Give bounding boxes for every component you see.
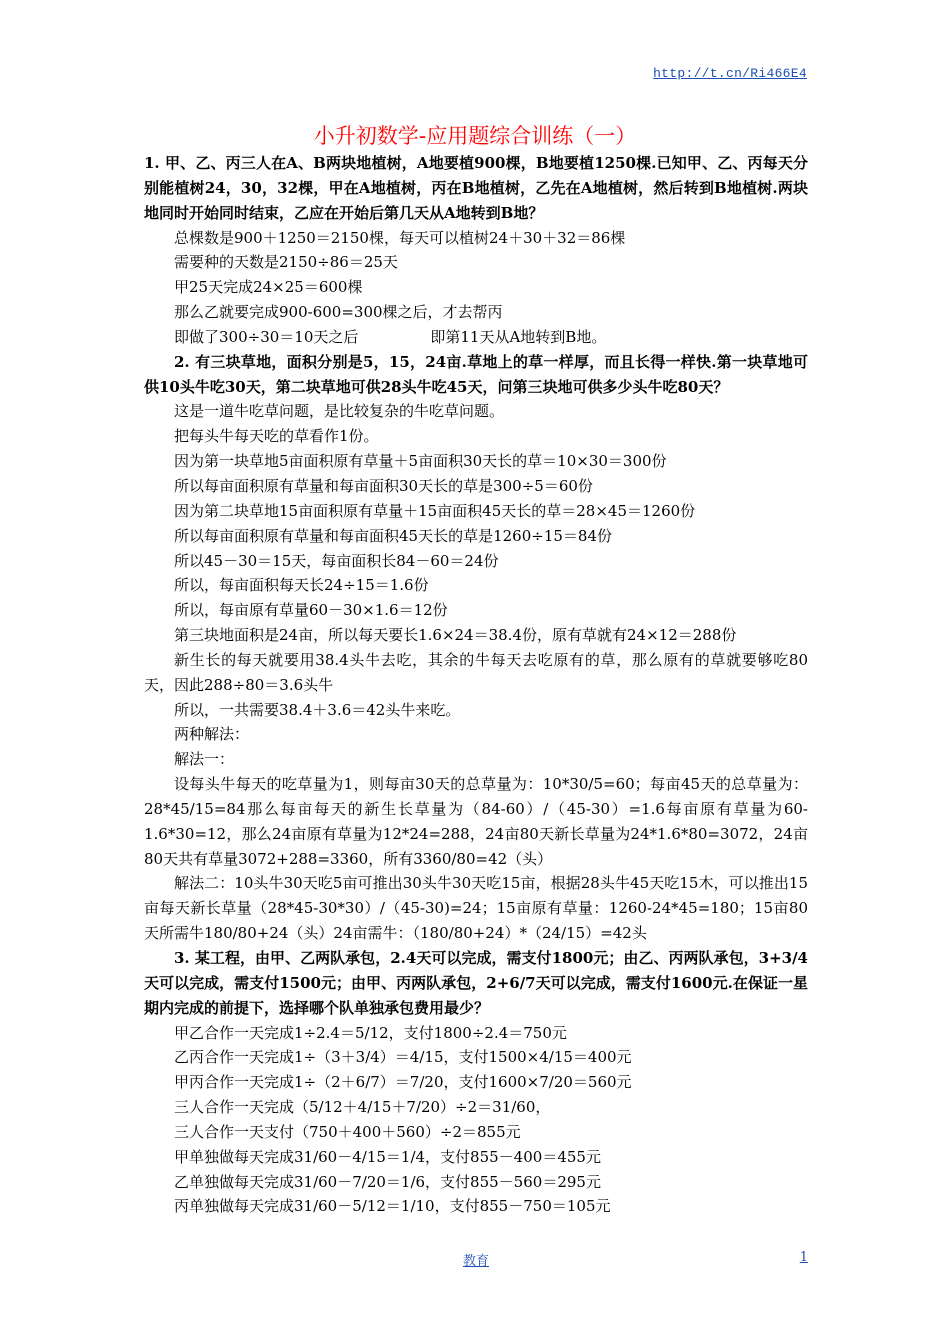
solution-line: 甲丙合作一天完成1÷（2＋6/7）＝7/20，支付1600×7/20＝560元 — [174, 1073, 632, 1092]
solution-line: 总棵数是900＋1250＝2150棵，每天可以植树24＋30＋32＝86棵 — [174, 228, 626, 247]
solution-line: 甲乙合作一天完成1÷2.4＝5/12，支付1800÷2.4＝750元 — [174, 1023, 567, 1042]
solution-line: 所以45－30＝15天，每亩面积长84－60＝24份 — [174, 551, 499, 570]
footer-link[interactable]: 教育 — [462, 1254, 489, 1269]
solution-line — [144, 325, 808, 350]
solution-line: 所以，一共需要38.4＋3.6＝42头牛来吃。 — [174, 700, 461, 719]
solution-line: 解法二：10头牛30天吃5亩可推出30头牛30天吃15亩，根据28头牛45天吃15木，可以推出15亩每天新长草量（28*45-30*30）/（45-30)=24；15亩原有草量：1260-24*45=180；15亩80天所需牛180/80+24（头）24亩需牛：（180/80+24）*（24/15）=42头 — [144, 874, 808, 943]
solution-line: 所以，每亩面积每天长24÷15＝1.6份 — [174, 576, 429, 595]
solution-line: 把每头牛每天吃的草看作1份。 — [174, 427, 379, 446]
question-2: 2. 有三块草地，面积分别是5，15，24亩.草地上的草一样厚，而且长得一样快.第一块草地可供10头牛吃30天，第二块草地可供28头牛吃45天，问第三块地可供多少头牛吃80天？ — [144, 352, 808, 396]
solution-line-part: 即做了300÷30＝10天之后 — [174, 327, 359, 346]
header-link[interactable]: http://t.cn/Ri466E4 — [653, 66, 807, 81]
solution-line: 因为第二块草地15亩面积原有草量＋15亩面积45天长的草＝28×45＝1260份 — [174, 501, 696, 520]
solution-line: 解法一： — [174, 750, 235, 769]
solution-line: 乙丙合作一天完成1÷（3＋3/4）＝4/15，支付1500×4/15＝400元 — [174, 1048, 632, 1067]
solution-line: 三人合作一天支付（750＋400＋560）÷2＝855元 — [174, 1122, 521, 1141]
document-body — [144, 151, 808, 1219]
solution-line: 三人合作一天完成（5/12＋4/15＋7/20）÷2＝31/60， — [174, 1098, 551, 1117]
solution-line: 所以每亩面积原有草量和每亩面积45天长的草是1260÷15＝84份 — [174, 526, 613, 545]
page-footer — [144, 1250, 808, 1270]
solution-line: 这是一道牛吃草问题，是比较复杂的牛吃草问题。 — [174, 402, 505, 421]
question-1: 1. 甲、乙、丙三人在A、B两块地植树，A地要植900棵，B地要植1250棵.已知甲、乙、丙每天分别能植树24，30，32棵，甲在A地植树，丙在B地植树，乙先在A地植树，然后转到B地植树.两块地同时开始同时结束，乙应在开始后第几天从A地转到B地？ — [144, 154, 808, 222]
solution-line: 需要种的天数是2150÷86＝25天 — [174, 253, 398, 272]
solution-line: 两种解法： — [174, 725, 250, 744]
page-number: 1 — [799, 1250, 808, 1265]
solution-line: 乙单独做每天完成31/60－7/20＝1/6，支付855－560＝295元 — [174, 1172, 601, 1191]
solution-line: 丙单独做每天完成31/60－5/12＝1/10，支付855－750＝105元 — [174, 1197, 611, 1216]
solution-line: 那么乙就要完成900-600=300棵之后，才去帮丙 — [174, 303, 503, 322]
solution-line: 设每头牛每天的吃草量为1，则每亩30天的总草量为：10*30/5=60；每亩45天的总草量为：28*45/15=84那么每亩每天的新生长草量为（84-60）/（45-30）=1.6每亩原有草量为60-1.6*30=12，那么24亩原有草量为12*24=288，24亩80天新长草量为24*1.6*80=3072，24亩80天共有草量3072+288=3360，所有3360/80=42（头） — [144, 775, 808, 868]
page-title: 小升初数学-应用题综合训练（一） — [313, 124, 637, 148]
solution-line: 因为第一块草地5亩面积原有草量＋5亩面积30天长的草＝10×30＝300份 — [174, 452, 667, 471]
question-3: 3. 某工程，由甲、乙两队承包，2.4天可以完成，需支付1800元；由乙、丙两队承包，3+3/4天可以完成，需支付1500元；由甲、丙两队承包，2+6/7天可以完成，需支付1600元.在保证一星期内完成的前提下，选择哪个队单独承包费用最少？ — [144, 949, 808, 1017]
solution-line: 第三块地面积是24亩，所以每天要长1.6×24＝38.4份，原有草就有24×12＝288份 — [174, 626, 737, 645]
solution-line: 甲单独做每天完成31/60－4/15＝1/4，支付855－400＝455元 — [174, 1147, 601, 1166]
solution-line: 所以，每亩原有草量60－30×1.6＝12份 — [174, 601, 448, 620]
solution-line: 所以每亩面积原有草量和每亩面积30天长的草是300÷5＝60份 — [174, 476, 593, 495]
solution-line-part: 即第11天从A地转到B地。 — [430, 327, 607, 346]
solution-line: 新生长的每天就要用38.4头牛去吃，其余的牛每天去吃原有的草，那么原有的草就要够吃80天，因此288÷80＝3.6头牛 — [144, 650, 808, 694]
solution-line: 甲25天完成24×25＝600棵 — [174, 278, 363, 297]
